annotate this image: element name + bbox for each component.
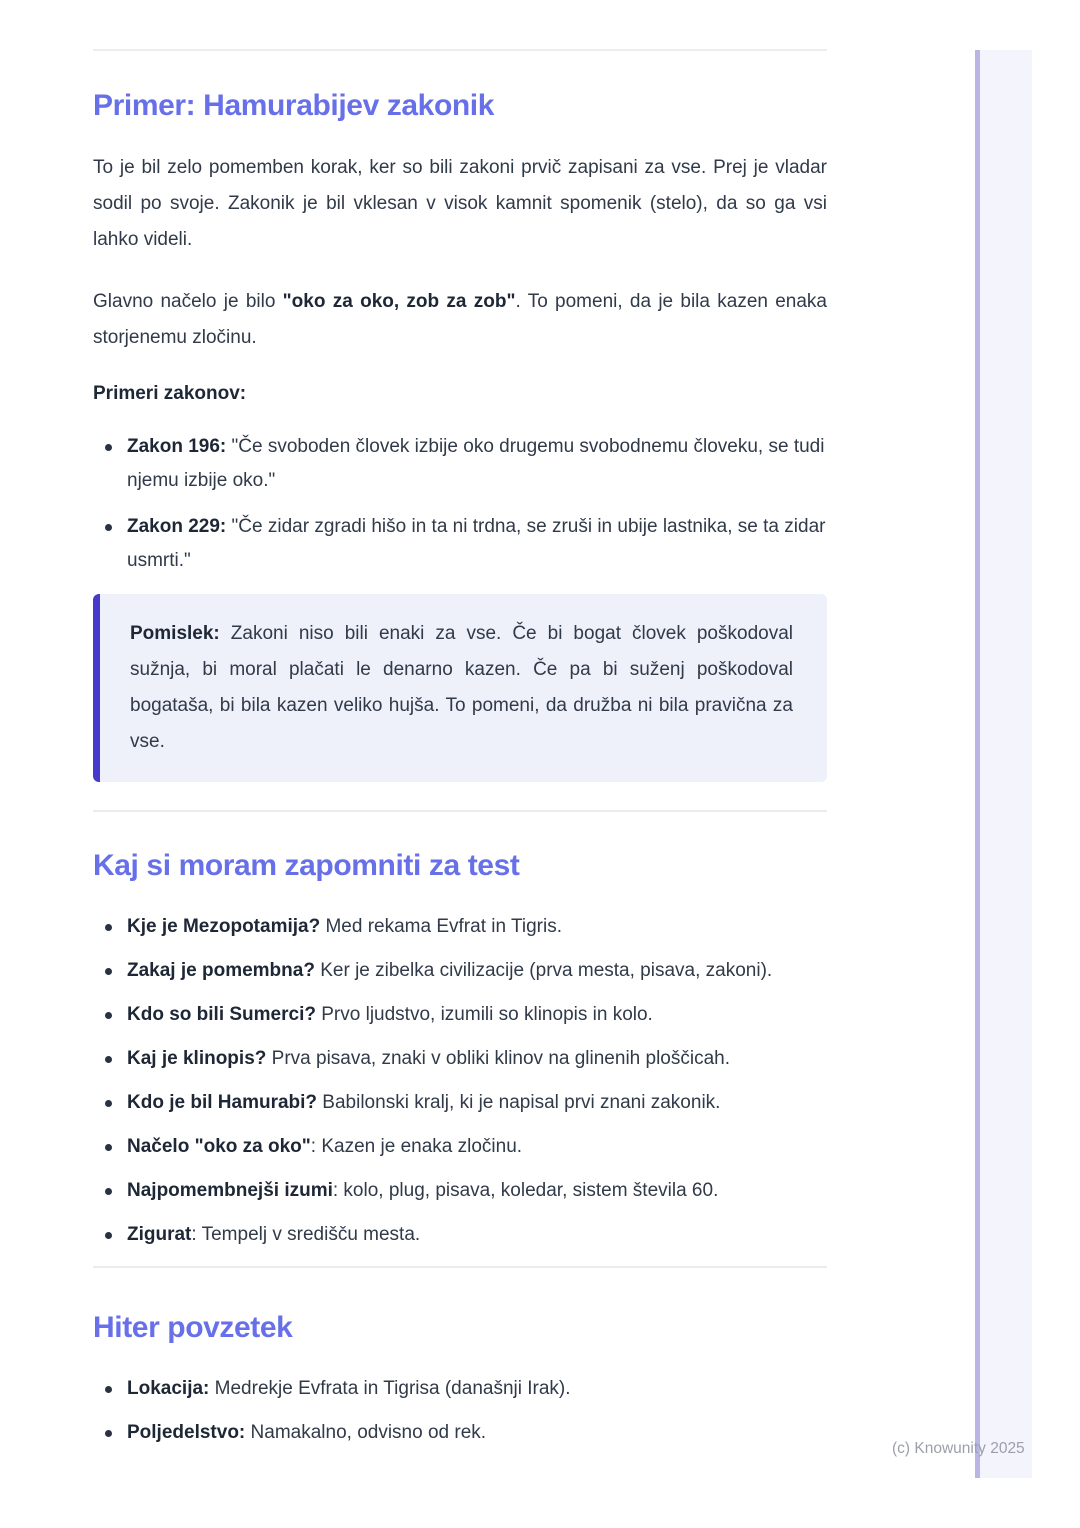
section-divider-top: [93, 49, 827, 51]
item-text: Namakalno, odvisno od rek.: [245, 1422, 487, 1443]
item-lead: Kje je Mezopotamija?: [127, 916, 321, 937]
summary-list: [93, 1372, 827, 1450]
list-item-mezopotamija: [93, 910, 827, 944]
list-item-law-196: [93, 430, 827, 498]
principle-text-after: . To pomeni, da je bila kazen enaka storjenemu zločinu.: [93, 291, 827, 348]
list-item-klinopis: [93, 1042, 827, 1076]
list-item-lokacija: [93, 1372, 827, 1406]
copyright-watermark: (c) Knowunity 2025: [892, 1440, 1025, 1457]
paragraph-intro: [93, 150, 827, 258]
item-text: Prva pisava, znaki v obliki klinov na glinenih ploščicah.: [266, 1048, 731, 1069]
item-lead: Zakaj je pomembna?: [127, 960, 315, 981]
paragraph-intro-text: To je bil zelo pomemben korak, ker so bili zakoni prvič zapisani za vse. Prej je vladar sodil po svoje. Zakonik je bil vklesan v visok kamnit spomenik (stelo), da so ga vsi lahko videli.: [93, 157, 827, 250]
item-text: Prvo ljudstvo, izumili so klinopis in kolo.: [315, 1004, 653, 1025]
list-item-zigurat: [93, 1218, 827, 1252]
item-lead: Lokacija:: [127, 1378, 210, 1399]
test-notes-list: [93, 910, 827, 1252]
item-lead: Najpomembnejši izumi: [127, 1180, 333, 1201]
list-item-poljedelstvo: [93, 1416, 827, 1450]
item-text: Med rekama Evfrat in Tigris.: [320, 916, 562, 937]
section-heading-hamurabi: Primer: Hamurabijev zakonik: [93, 89, 495, 122]
item-text: Medrekje Evfrata in Tigrisa (današnji Irak).: [209, 1378, 571, 1399]
item-lead: Kaj je klinopis?: [127, 1048, 267, 1069]
principle-text-before: Glavno načelo je bilo: [93, 291, 283, 312]
document-content: [93, 0, 827, 1460]
item-lead: Poljedelstvo:: [127, 1422, 246, 1443]
law-examples-list: [93, 430, 827, 578]
callout-pomislek: [93, 594, 827, 782]
principle-quote: "oko za oko, zob za zob": [282, 291, 516, 312]
examples-label: Primeri zakonov:: [93, 383, 247, 404]
list-item-sumerci: [93, 998, 827, 1032]
list-item-hamurabi: [93, 1086, 827, 1120]
item-text: : Tempelj v središču mesta.: [191, 1224, 421, 1245]
item-lead: Kdo je bil Hamurabi?: [127, 1092, 318, 1113]
next-page-edge-strip: [975, 50, 1032, 1478]
item-text: Ker je zibelka civilizacije (prva mesta, pisava, zakoni).: [314, 960, 773, 981]
callout-paragraph: [130, 616, 793, 760]
paragraph-principle: [93, 284, 827, 356]
law-196-text: "Če svoboden človek izbije oko drugemu svobodnemu človeku, se tudi njemu izbije oko.": [127, 436, 825, 491]
list-item-nacelo: [93, 1130, 827, 1164]
item-lead: Zigurat: [127, 1224, 192, 1245]
law-196-lead: Zakon 196:: [127, 436, 227, 457]
callout-text: Zakoni niso bili enaki za vse. Če bi bogat človek poškodoval sužnja, bi moral plačati le denarno kazen. Če pa bi suženj poškodoval bogataša, bi bila kazen veliko hujša. To pomeni, da družba ni bila pravična za vse.: [130, 623, 793, 752]
list-item-law-229: [93, 510, 827, 578]
item-text: : Kazen je enaka zločinu.: [310, 1136, 523, 1157]
item-lead: Kdo so bili Sumerci?: [127, 1004, 316, 1025]
list-item-pomembna: [93, 954, 827, 988]
section-heading-summary: Hiter povzetek: [93, 1311, 293, 1344]
item-text: : kolo, plug, pisava, koledar, sistem števila 60.: [332, 1180, 719, 1201]
law-229-lead: Zakon 229:: [127, 516, 227, 537]
list-item-izumi: [93, 1174, 827, 1208]
item-text: Babilonski kralj, ki je napisal prvi znani zakonik.: [317, 1092, 721, 1113]
item-lead: Načelo "oko za oko": [127, 1136, 311, 1157]
law-229-text: "Če zidar zgradi hišo in ta ni trdna, se zruši in ubije lastnika, se ta zidar usmrti.": [127, 516, 826, 571]
section-divider-middle: [93, 810, 827, 812]
section-divider-bottom: [93, 1266, 827, 1268]
section-heading-test: Kaj si moram zapomniti za test: [93, 849, 520, 882]
callout-lead: Pomislek:: [130, 623, 220, 644]
